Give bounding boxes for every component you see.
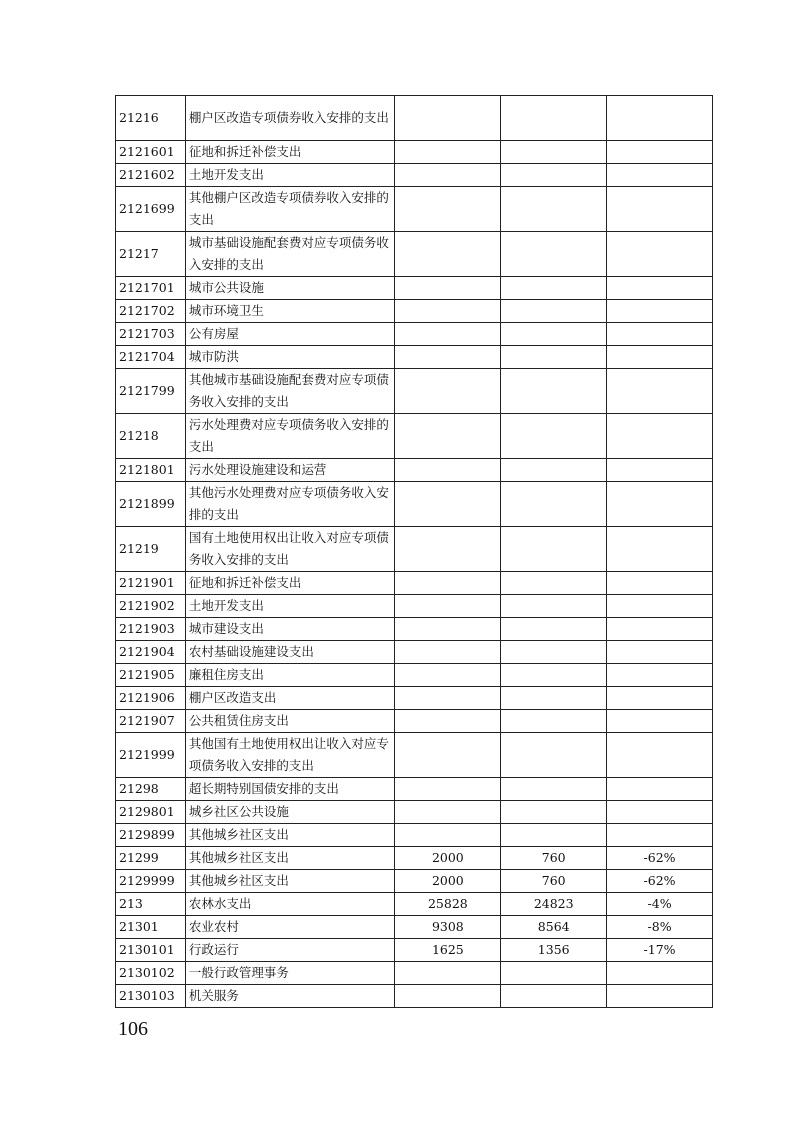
cell-code: 2121899 [116,482,186,527]
table-row [116,96,713,141]
cell-code: 2121699 [116,187,186,232]
cell-value-1 [395,572,501,595]
cell-code: 2121902 [116,595,186,618]
cell-name: 廉租住房支出 [185,664,395,687]
cell-name: 城市防洪 [185,346,395,369]
cell-value-1 [395,801,501,824]
cell-name: 其他国有土地使用权出让收入对应专项债务收入安排的支出 [185,733,395,778]
cell-value-1 [395,369,501,414]
table-row [116,893,713,916]
cell-name: 其他城乡社区支出 [185,824,395,847]
cell-value-2: 760 [501,847,607,870]
cell-name: 行政运行 [185,939,395,962]
cell-name: 城市公共设施 [185,277,395,300]
table-row [116,459,713,482]
table-row [116,687,713,710]
cell-name: 其他城乡社区支出 [185,847,395,870]
cell-code: 2121801 [116,459,186,482]
cell-change-pct [607,323,713,346]
cell-value-2 [501,369,607,414]
cell-change-pct [607,96,713,141]
cell-value-1: 25828 [395,893,501,916]
cell-change-pct [607,618,713,641]
cell-change-pct [607,595,713,618]
cell-change-pct [607,664,713,687]
cell-code: 2121901 [116,572,186,595]
cell-name: 农业农村 [185,916,395,939]
cell-name: 公共租赁住房支出 [185,710,395,733]
table-row [116,847,713,870]
cell-code: 2129899 [116,824,186,847]
cell-name: 其他城市基础设施配套费对应专项债务收入安排的支出 [185,369,395,414]
cell-code: 21219 [116,527,186,572]
table-row [116,664,713,687]
cell-name: 城市环境卫生 [185,300,395,323]
cell-change-pct: -62% [607,847,713,870]
cell-value-2 [501,164,607,187]
cell-value-1 [395,641,501,664]
cell-code: 2121702 [116,300,186,323]
cell-code: 2130102 [116,962,186,985]
table-row [116,369,713,414]
table-row [116,232,713,277]
cell-name: 土地开发支出 [185,595,395,618]
cell-value-2 [501,641,607,664]
cell-name: 一般行政管理事务 [185,962,395,985]
cell-value-1: 1625 [395,939,501,962]
cell-value-2 [501,527,607,572]
cell-value-1 [395,96,501,141]
cell-value-1 [395,232,501,277]
cell-code: 2121601 [116,141,186,164]
cell-code: 2121602 [116,164,186,187]
cell-value-1: 9308 [395,916,501,939]
cell-change-pct [607,187,713,232]
cell-name: 其他污水处理费对应专项债务收入安排的支出 [185,482,395,527]
cell-code: 21216 [116,96,186,141]
cell-code: 2121799 [116,369,186,414]
cell-value-2 [501,482,607,527]
cell-name: 征地和拆迁补偿支出 [185,572,395,595]
cell-value-1 [395,300,501,323]
cell-change-pct [607,824,713,847]
cell-change-pct [607,459,713,482]
table-row [116,164,713,187]
table-body [116,96,713,1008]
table-row [116,824,713,847]
cell-value-1 [395,346,501,369]
cell-value-1 [395,482,501,527]
cell-value-1 [395,323,501,346]
page-number: 106 [118,1018,148,1040]
cell-change-pct [607,687,713,710]
table-row [116,346,713,369]
table-row [116,618,713,641]
cell-code: 2130101 [116,939,186,962]
cell-name: 土地开发支出 [185,164,395,187]
cell-name: 征地和拆迁补偿支出 [185,141,395,164]
cell-value-1 [395,595,501,618]
table-row [116,801,713,824]
cell-code: 2130103 [116,985,186,1008]
budget-table [115,95,713,1008]
cell-value-2 [501,733,607,778]
table-row [116,939,713,962]
cell-change-pct [607,641,713,664]
cell-code: 2121903 [116,618,186,641]
cell-code: 21217 [116,232,186,277]
cell-value-2 [501,346,607,369]
cell-change-pct [607,346,713,369]
cell-code: 2121701 [116,277,186,300]
cell-change-pct [607,482,713,527]
cell-code: 21298 [116,778,186,801]
cell-name: 城市基础设施配套费对应专项债务收入安排的支出 [185,232,395,277]
cell-change-pct [607,141,713,164]
cell-code: 2129999 [116,870,186,893]
cell-value-1 [395,778,501,801]
cell-code: 2121704 [116,346,186,369]
cell-value-2 [501,300,607,323]
cell-code: 21218 [116,414,186,459]
cell-value-1 [395,687,501,710]
table-row [116,414,713,459]
cell-change-pct [607,369,713,414]
table-row [116,323,713,346]
table-row [116,300,713,323]
cell-value-2 [501,710,607,733]
cell-value-1 [395,459,501,482]
cell-value-1 [395,618,501,641]
cell-value-2 [501,187,607,232]
cell-value-1 [395,187,501,232]
table-row [116,141,713,164]
cell-change-pct [607,277,713,300]
cell-value-2 [501,414,607,459]
cell-value-1 [395,985,501,1008]
cell-change-pct [607,778,713,801]
cell-code: 213 [116,893,186,916]
table-row [116,482,713,527]
cell-value-2 [501,618,607,641]
cell-value-2 [501,323,607,346]
cell-value-2: 760 [501,870,607,893]
cell-value-2: 24823 [501,893,607,916]
cell-value-2 [501,595,607,618]
cell-change-pct [607,164,713,187]
cell-change-pct: -17% [607,939,713,962]
cell-value-2 [501,687,607,710]
cell-name: 机关服务 [185,985,395,1008]
cell-value-2: 8564 [501,916,607,939]
cell-value-2 [501,572,607,595]
cell-name: 农林水支出 [185,893,395,916]
cell-code: 2121906 [116,687,186,710]
cell-value-2 [501,801,607,824]
cell-code: 2121703 [116,323,186,346]
cell-name: 棚户区改造专项债券收入安排的支出 [185,96,395,141]
table-row [116,527,713,572]
cell-change-pct [607,801,713,824]
cell-value-2 [501,141,607,164]
cell-value-2: 1356 [501,939,607,962]
cell-value-1 [395,733,501,778]
cell-value-1 [395,164,501,187]
cell-value-1 [395,277,501,300]
cell-change-pct [607,300,713,323]
cell-value-1 [395,414,501,459]
cell-value-1 [395,962,501,985]
cell-value-1 [395,664,501,687]
cell-code: 2121999 [116,733,186,778]
cell-value-2 [501,985,607,1008]
cell-value-2 [501,778,607,801]
table-row [116,277,713,300]
cell-name: 城乡社区公共设施 [185,801,395,824]
table-row [116,778,713,801]
cell-name: 农村基础设施建设支出 [185,641,395,664]
cell-code: 2129801 [116,801,186,824]
cell-code: 21301 [116,916,186,939]
cell-change-pct: -4% [607,893,713,916]
cell-name: 公有房屋 [185,323,395,346]
cell-change-pct [607,572,713,595]
cell-value-2 [501,232,607,277]
cell-code: 21299 [116,847,186,870]
table-row [116,641,713,664]
cell-change-pct [607,710,713,733]
cell-value-2 [501,459,607,482]
cell-value-2 [501,664,607,687]
cell-change-pct [607,962,713,985]
table-row [116,710,713,733]
cell-name: 超长期特别国债安排的支出 [185,778,395,801]
cell-change-pct [607,985,713,1008]
table-row [116,916,713,939]
table-row [116,962,713,985]
table-row [116,187,713,232]
cell-code: 2121904 [116,641,186,664]
cell-change-pct [607,733,713,778]
cell-value-2 [501,277,607,300]
cell-name: 其他棚户区改造专项债券收入安排的支出 [185,187,395,232]
cell-code: 2121907 [116,710,186,733]
cell-name: 国有土地使用权出让收入对应专项债务收入安排的支出 [185,527,395,572]
cell-value-1 [395,527,501,572]
cell-value-1: 2000 [395,847,501,870]
table-row [116,595,713,618]
cell-value-2 [501,96,607,141]
cell-value-1 [395,824,501,847]
cell-value-2 [501,824,607,847]
cell-code: 2121905 [116,664,186,687]
cell-change-pct: -62% [607,870,713,893]
table-row [116,985,713,1008]
cell-change-pct [607,527,713,572]
cell-value-2 [501,962,607,985]
cell-name: 其他城乡社区支出 [185,870,395,893]
cell-change-pct [607,414,713,459]
cell-name: 棚户区改造支出 [185,687,395,710]
cell-value-1 [395,141,501,164]
cell-change-pct: -8% [607,916,713,939]
cell-value-1: 2000 [395,870,501,893]
table-row [116,870,713,893]
table-row [116,572,713,595]
cell-value-1 [395,710,501,733]
table-row [116,733,713,778]
cell-name: 污水处理设施建设和运营 [185,459,395,482]
cell-name: 污水处理费对应专项债务收入安排的支出 [185,414,395,459]
cell-change-pct [607,232,713,277]
cell-name: 城市建设支出 [185,618,395,641]
